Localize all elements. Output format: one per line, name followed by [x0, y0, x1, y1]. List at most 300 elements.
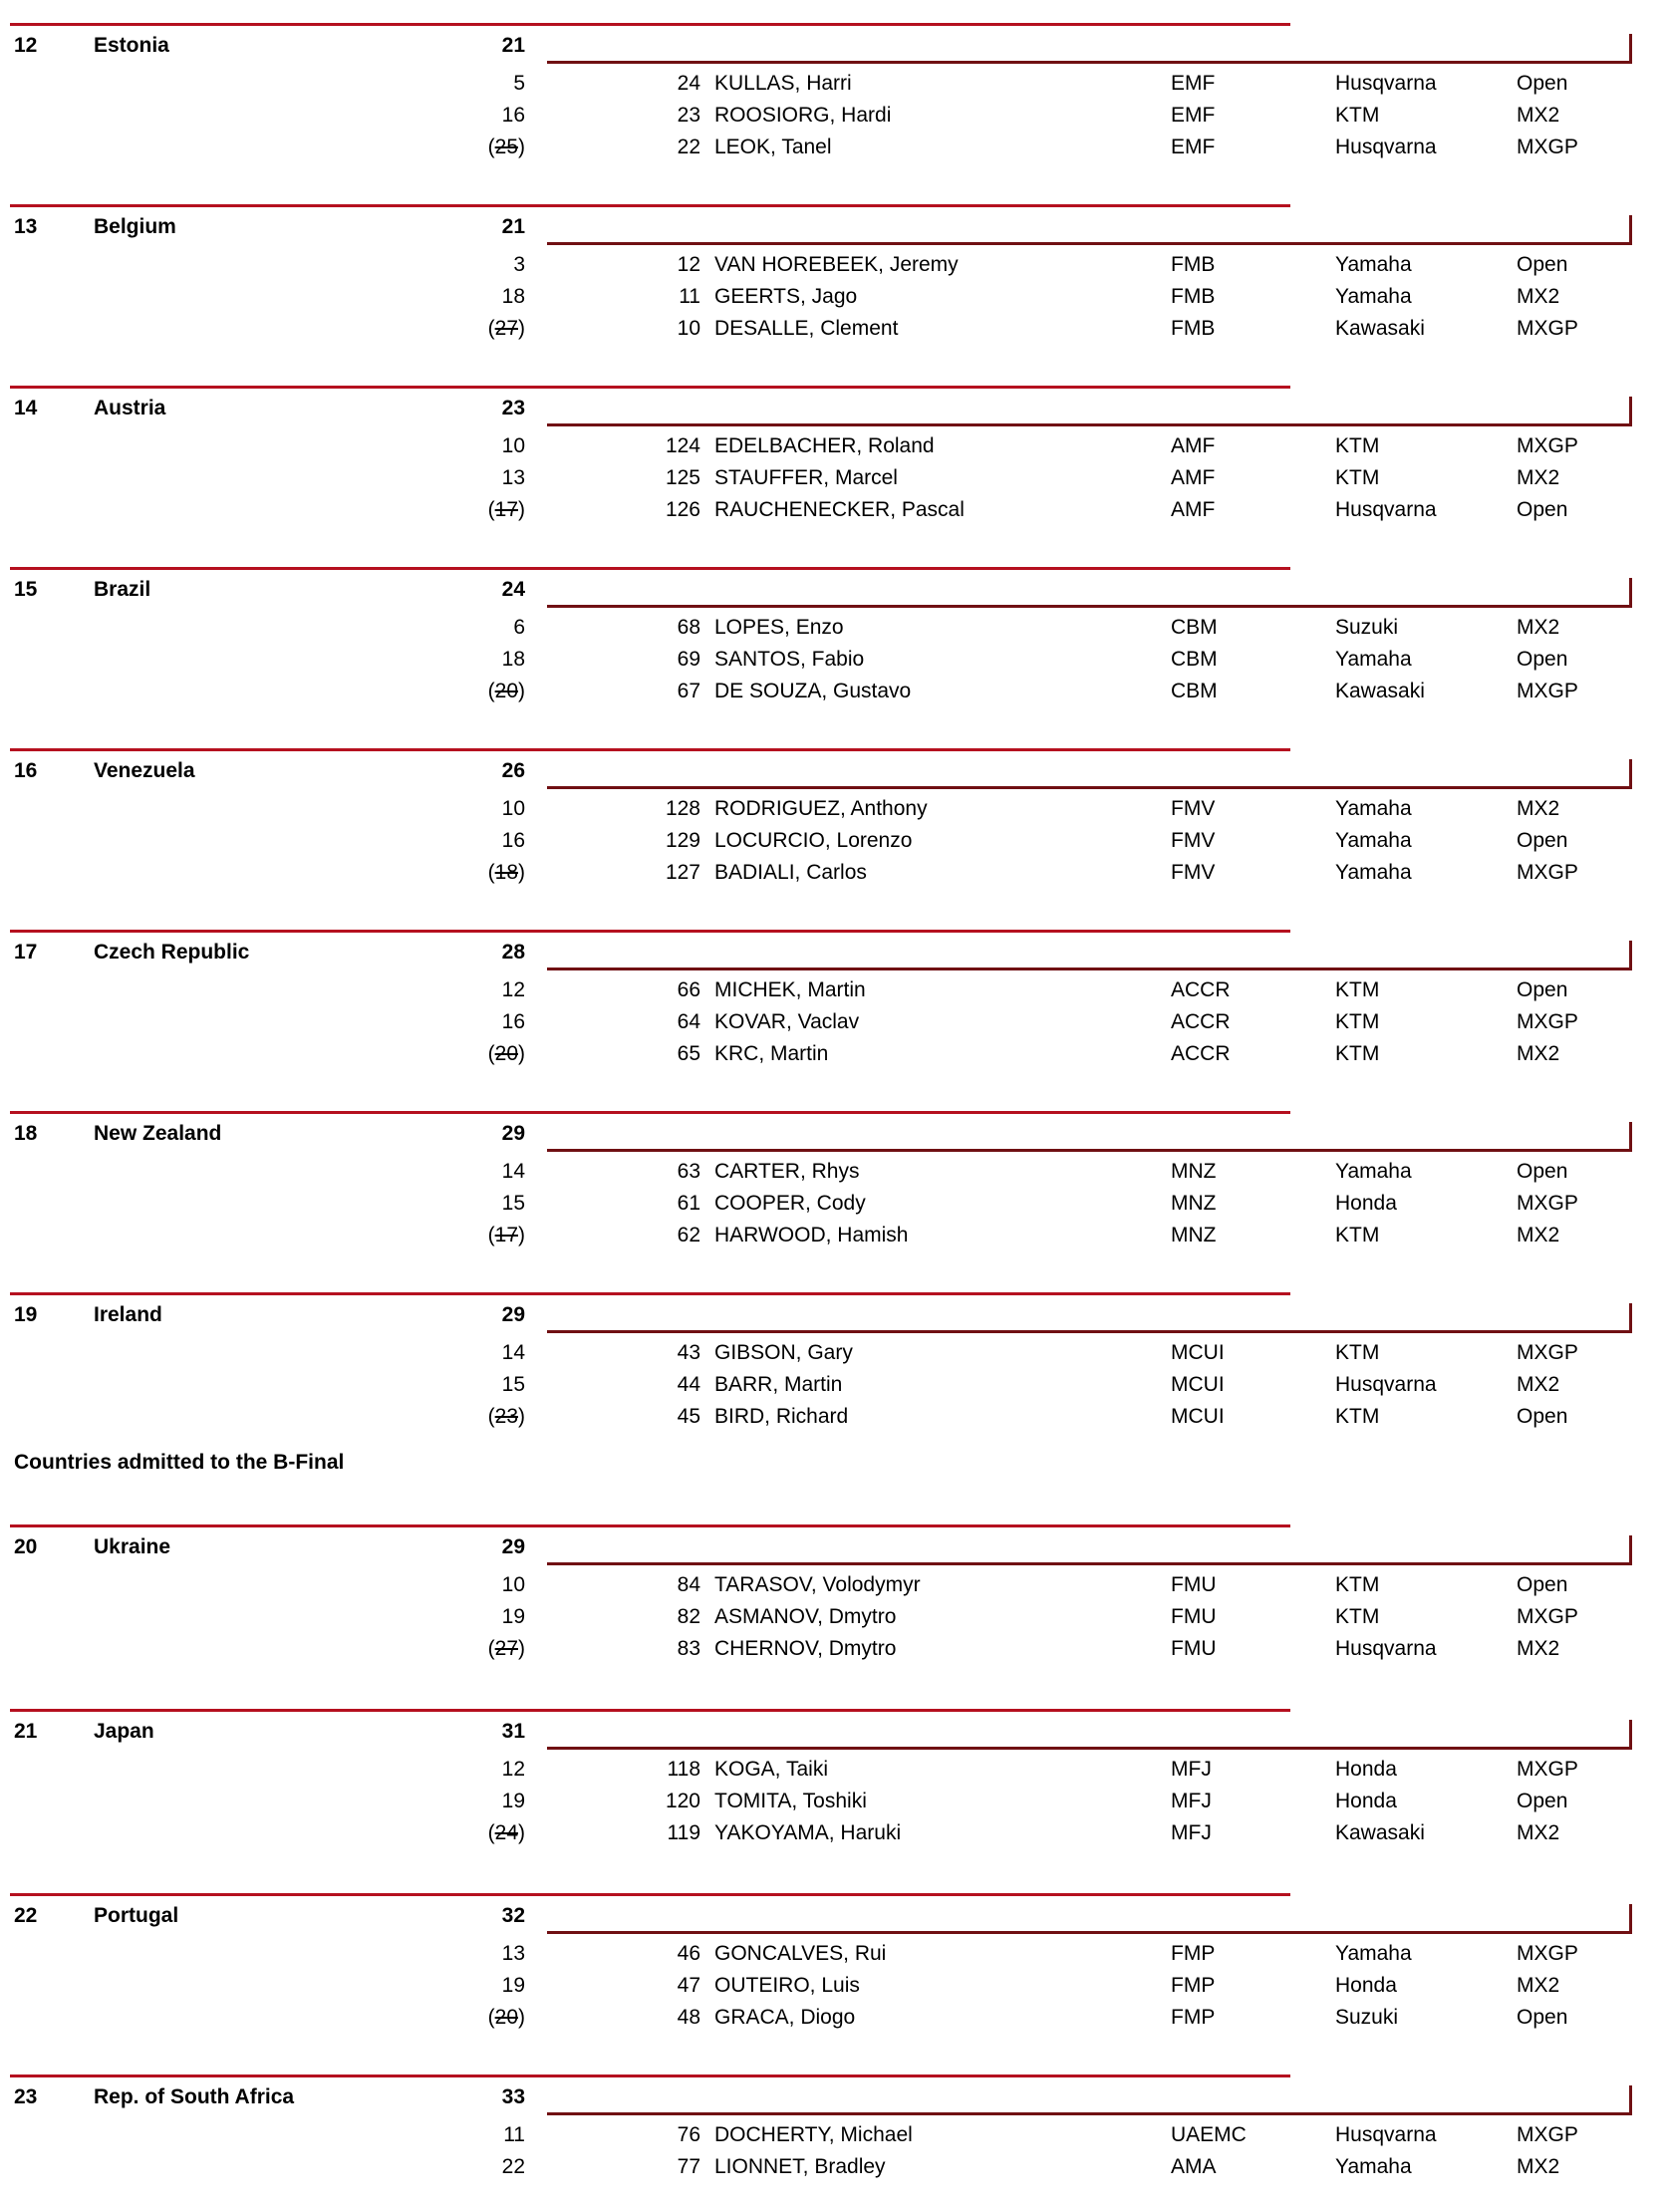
rider-class: MXGP [1517, 1341, 1578, 1364]
rider-number: 62 [677, 1224, 700, 1246]
country-name: Belgium [94, 215, 176, 238]
country-separator-line [10, 386, 1290, 389]
rider-class: MXGP [1517, 2123, 1578, 2146]
rider-bike: Husqvarna [1335, 1637, 1437, 1660]
rider-points-excluded: (17) [487, 498, 525, 521]
rider-points: 10 [501, 434, 525, 457]
rider-federation: FMU [1171, 1605, 1217, 1628]
rider-class: MX2 [1517, 2155, 1560, 2178]
riders-underline [547, 786, 1632, 789]
rider-name: VAN HOREBEEK, Jeremy [714, 253, 959, 276]
rider-name: MICHEK, Martin [714, 978, 866, 1001]
rider-points: 18 [501, 285, 525, 308]
rider-federation: ACCR [1171, 978, 1231, 1001]
rider-bike: KTM [1335, 1605, 1380, 1628]
rider-federation: FMB [1171, 285, 1216, 308]
country-rank: 22 [14, 1904, 38, 1927]
country-points: 23 [501, 397, 525, 419]
rider-name: CHERNOV, Dmytro [714, 1637, 897, 1660]
rider-class: Open [1517, 1405, 1568, 1428]
rider-points-excluded: (17) [487, 1224, 525, 1246]
rider-number: 77 [677, 2155, 700, 2178]
country-rank: 23 [14, 2085, 38, 2108]
excluded-points-value: 27 [494, 317, 518, 340]
rider-class: MX2 [1517, 616, 1560, 639]
rider-number: 61 [677, 1192, 700, 1215]
rider-bike: KTM [1335, 104, 1380, 127]
rider-points: 10 [501, 1573, 525, 1596]
country-block [0, 1111, 1670, 1292]
country-block [0, 567, 1670, 748]
rider-points: 19 [501, 1790, 525, 1812]
rider-number: 12 [677, 253, 700, 276]
rider-points: 16 [501, 829, 525, 852]
rider-points-excluded: (25) [487, 136, 525, 158]
country-rank: 17 [14, 941, 38, 964]
country-name: Ireland [94, 1303, 162, 1326]
rider-class: MXGP [1517, 317, 1578, 340]
rider-name: DESALLE, Clement [714, 317, 899, 340]
rider-bike: KTM [1335, 1042, 1380, 1065]
rider-name: CARTER, Rhys [714, 1160, 860, 1183]
rider-class: MX2 [1517, 1821, 1560, 1844]
rider-points: 14 [501, 1160, 525, 1183]
rider-class: MX2 [1517, 797, 1560, 820]
rider-bike: Husqvarna [1335, 1373, 1437, 1396]
rider-name: KOGA, Taiki [714, 1758, 828, 1781]
underline-right-tick [1629, 1720, 1632, 1750]
rider-bike: Yamaha [1335, 1160, 1412, 1183]
country-separator-line [10, 2074, 1290, 2077]
rider-class: MXGP [1517, 680, 1578, 702]
riders-underline [547, 2112, 1632, 2115]
rider-name: DOCHERTY, Michael [714, 2123, 913, 2146]
rider-federation: MCUI [1171, 1405, 1225, 1428]
rider-points: 12 [501, 1758, 525, 1781]
country-rank: 19 [14, 1303, 38, 1326]
country-name: Venezuela [94, 759, 195, 782]
country-points: 28 [501, 941, 525, 964]
rider-bike: Yamaha [1335, 253, 1412, 276]
rider-number: 46 [677, 1942, 700, 1965]
rider-name: LOCURCIO, Lorenzo [714, 829, 913, 852]
rider-number: 45 [677, 1405, 700, 1428]
country-points: 26 [501, 759, 525, 782]
rider-bike: Honda [1335, 1192, 1397, 1215]
rider-federation: CBM [1171, 680, 1218, 702]
rider-number: 129 [665, 829, 700, 852]
rider-number: 118 [667, 1758, 700, 1781]
country-block [0, 2074, 1670, 2212]
rider-federation: FMP [1171, 2006, 1216, 2029]
excluded-points-value: 20 [494, 680, 518, 702]
country-name: Rep. of South Africa [94, 2085, 295, 2108]
rider-class: Open [1517, 1790, 1568, 1812]
rider-name: BARR, Martin [714, 1373, 843, 1396]
rider-points: 14 [501, 1341, 525, 1364]
excluded-points-value: 24 [494, 1821, 518, 1844]
country-name: New Zealand [94, 1122, 222, 1145]
rider-bike: KTM [1335, 434, 1380, 457]
country-name: Portugal [94, 1904, 179, 1927]
rider-federation: EMF [1171, 136, 1216, 158]
rider-points-excluded: (20) [487, 2006, 525, 2029]
underline-right-tick [1629, 215, 1632, 245]
country-separator-line [10, 1111, 1290, 1114]
rider-bike: Husqvarna [1335, 72, 1437, 95]
rider-points-excluded: (18) [487, 861, 525, 884]
country-points: 31 [501, 1720, 525, 1743]
rider-points: 19 [501, 1605, 525, 1628]
country-separator-line [10, 930, 1290, 933]
country-separator-line [10, 1292, 1290, 1295]
rider-bike: Husqvarna [1335, 498, 1437, 521]
rider-name: ASMANOV, Dmytro [714, 1605, 897, 1628]
rider-number: 47 [677, 1974, 700, 1997]
rider-points: 19 [501, 1974, 525, 1997]
country-separator-line [10, 204, 1290, 207]
rider-name: GEERTS, Jago [714, 285, 858, 308]
rider-class: MXGP [1517, 1010, 1578, 1033]
rider-name: OUTEIRO, Luis [714, 1974, 860, 1997]
rider-federation: MNZ [1171, 1160, 1217, 1183]
rider-points: 11 [503, 2123, 525, 2146]
underline-right-tick [1629, 2085, 1632, 2115]
rider-number: 48 [677, 2006, 700, 2029]
rider-class: MXGP [1517, 434, 1578, 457]
rider-federation: ACCR [1171, 1010, 1231, 1033]
rider-federation: EMF [1171, 104, 1216, 127]
rider-federation: MFJ [1171, 1758, 1212, 1781]
underline-right-tick [1629, 941, 1632, 970]
rider-name: DE SOUZA, Gustavo [714, 680, 912, 702]
rider-name: KOVAR, Vaclav [714, 1010, 860, 1033]
rider-federation: CBM [1171, 616, 1218, 639]
rider-class: MX2 [1517, 1042, 1560, 1065]
rider-bike: Honda [1335, 1790, 1397, 1812]
rider-bike: Husqvarna [1335, 2123, 1437, 2146]
rider-federation: FMP [1171, 1974, 1216, 1997]
rider-class: MXGP [1517, 1758, 1578, 1781]
rider-number: 83 [677, 1637, 700, 1660]
excluded-points-value: 25 [494, 136, 518, 158]
rider-bike: Yamaha [1335, 648, 1412, 671]
rider-number: 68 [677, 616, 700, 639]
rider-name: ROOSIORG, Hardi [714, 104, 892, 127]
rider-class: Open [1517, 253, 1568, 276]
country-name: Ukraine [94, 1535, 171, 1558]
underline-right-tick [1629, 1904, 1632, 1934]
country-name: Japan [94, 1720, 154, 1743]
b-final-section-note: Countries admitted to the B-Final [14, 1451, 345, 1474]
country-block [0, 930, 1670, 1111]
rider-points: 22 [501, 2155, 525, 2178]
rider-federation: MCUI [1171, 1341, 1225, 1364]
rider-class: MXGP [1517, 1192, 1578, 1215]
country-points: 29 [501, 1122, 525, 1145]
rider-number: 69 [677, 648, 700, 671]
rider-federation: FMP [1171, 1942, 1216, 1965]
rider-bike: Kawasaki [1335, 317, 1425, 340]
underline-right-tick [1629, 397, 1632, 426]
rider-federation: FMB [1171, 317, 1216, 340]
rider-number: 63 [677, 1160, 700, 1183]
rider-number: 82 [677, 1605, 700, 1628]
rider-number: 125 [665, 466, 700, 489]
rider-name: SANTOS, Fabio [714, 648, 865, 671]
rider-class: Open [1517, 2006, 1568, 2029]
rider-name: KULLAS, Harri [714, 72, 852, 95]
riders-underline [547, 968, 1632, 970]
country-separator-line [10, 567, 1290, 570]
country-block [0, 1709, 1670, 1890]
rider-name: GONCALVES, Rui [714, 1942, 887, 1965]
country-rank: 20 [14, 1535, 38, 1558]
rider-bike: Yamaha [1335, 2155, 1412, 2178]
rider-points: 16 [501, 104, 525, 127]
country-block [0, 1893, 1670, 2074]
riders-underline [547, 1562, 1632, 1565]
rider-name: GRACA, Diogo [714, 2006, 856, 2029]
excluded-points-value: 23 [494, 1405, 518, 1428]
excluded-points-value: 17 [494, 1224, 518, 1246]
underline-right-tick [1629, 759, 1632, 789]
rider-points: 5 [513, 72, 525, 95]
country-separator-line [10, 1524, 1290, 1527]
rider-number: 76 [677, 2123, 700, 2146]
rider-federation: FMV [1171, 861, 1216, 884]
rider-number: 23 [677, 104, 700, 127]
rider-name: GIBSON, Gary [714, 1341, 853, 1364]
riders-underline [547, 61, 1632, 64]
rider-name: BIRD, Richard [714, 1405, 849, 1428]
rider-federation: AMF [1171, 434, 1216, 457]
rider-class: MX2 [1517, 466, 1560, 489]
country-separator-line [10, 1893, 1290, 1896]
rider-federation: ACCR [1171, 1042, 1231, 1065]
country-rank: 21 [14, 1720, 38, 1743]
rider-number: 126 [665, 498, 700, 521]
excluded-points-value: 20 [494, 1042, 518, 1065]
riders-underline [547, 1149, 1632, 1152]
rider-points: 16 [501, 1010, 525, 1033]
country-rank: 12 [14, 34, 38, 57]
rider-name: LEOK, Tanel [714, 136, 832, 158]
rider-number: 66 [677, 978, 700, 1001]
rider-bike: Honda [1335, 1974, 1397, 1997]
rider-points: 13 [501, 1942, 525, 1965]
country-rank: 13 [14, 215, 38, 238]
rider-federation: MNZ [1171, 1224, 1217, 1246]
rider-federation: FMB [1171, 253, 1216, 276]
rider-number: 124 [665, 434, 700, 457]
rider-points: 13 [501, 466, 525, 489]
rider-name: LIONNET, Bradley [714, 2155, 886, 2178]
rider-number: 65 [677, 1042, 700, 1065]
rider-name: RAUCHENECKER, Pascal [714, 498, 965, 521]
underline-right-tick [1629, 578, 1632, 608]
country-name: Czech Republic [94, 941, 250, 964]
rider-federation: CBM [1171, 648, 1218, 671]
rider-points: 15 [501, 1373, 525, 1396]
country-rank: 14 [14, 397, 38, 419]
excluded-points-value: 17 [494, 498, 518, 521]
country-rank: 18 [14, 1122, 38, 1145]
rider-points-excluded: (27) [487, 317, 525, 340]
rider-bike: Yamaha [1335, 861, 1412, 884]
rider-bike: KTM [1335, 978, 1380, 1001]
country-block [0, 1524, 1670, 1706]
rider-number: 64 [677, 1010, 700, 1033]
rider-bike: Yamaha [1335, 1942, 1412, 1965]
rider-name: BADIALI, Carlos [714, 861, 867, 884]
rider-bike: KTM [1335, 1405, 1380, 1428]
rider-name: RODRIGUEZ, Anthony [714, 797, 928, 820]
rider-class: MX2 [1517, 1974, 1560, 1997]
country-block [0, 386, 1670, 567]
riders-underline [547, 1931, 1632, 1934]
rider-federation: AMF [1171, 466, 1216, 489]
country-points: 24 [501, 578, 525, 601]
rider-class: Open [1517, 1160, 1568, 1183]
country-name: Brazil [94, 578, 151, 601]
rider-number: 128 [665, 797, 700, 820]
rider-bike: Yamaha [1335, 829, 1412, 852]
rider-federation: AMA [1171, 2155, 1217, 2178]
country-separator-line [10, 1709, 1290, 1712]
rider-class: Open [1517, 648, 1568, 671]
rider-bike: Kawasaki [1335, 1821, 1425, 1844]
rider-class: Open [1517, 978, 1568, 1001]
rider-bike: Suzuki [1335, 2006, 1399, 2029]
excluded-points-value: 27 [494, 1637, 518, 1660]
riders-underline [547, 423, 1632, 426]
rider-bike: Suzuki [1335, 616, 1399, 639]
rider-federation: MCUI [1171, 1373, 1225, 1396]
rider-federation: MNZ [1171, 1192, 1217, 1215]
rider-points: 10 [501, 797, 525, 820]
rider-bike: KTM [1335, 1010, 1380, 1033]
rider-points-excluded: (23) [487, 1405, 525, 1428]
rider-bike: Kawasaki [1335, 680, 1425, 702]
rider-federation: EMF [1171, 72, 1216, 95]
rider-class: MX2 [1517, 1224, 1560, 1246]
underline-right-tick [1629, 1122, 1632, 1152]
rider-bike: Yamaha [1335, 285, 1412, 308]
country-separator-line [10, 748, 1290, 751]
rider-federation: UAEMC [1171, 2123, 1247, 2146]
excluded-points-value: 18 [494, 861, 518, 884]
country-rank: 16 [14, 759, 38, 782]
rider-class: MXGP [1517, 1942, 1578, 1965]
country-block [0, 748, 1670, 930]
riders-underline [547, 1330, 1632, 1333]
rider-points: 6 [513, 616, 525, 639]
rider-class: MXGP [1517, 1605, 1578, 1628]
rider-points: 12 [501, 978, 525, 1001]
rider-federation: AMF [1171, 498, 1216, 521]
riders-underline [547, 242, 1632, 245]
rider-name: EDELBACHER, Roland [714, 434, 935, 457]
excluded-points-value: 20 [494, 2006, 518, 2029]
country-block [0, 204, 1670, 386]
underline-right-tick [1629, 1535, 1632, 1565]
rider-points-excluded: (24) [487, 1821, 525, 1844]
rider-class: MX2 [1517, 1637, 1560, 1660]
country-separator-line [10, 23, 1290, 26]
country-points: 32 [501, 1904, 525, 1927]
rider-bike: KTM [1335, 1573, 1380, 1596]
rider-points: 3 [513, 253, 525, 276]
rider-points-excluded: (27) [487, 1637, 525, 1660]
rider-class: Open [1517, 72, 1568, 95]
rider-number: 22 [677, 136, 700, 158]
rider-number: 24 [677, 72, 700, 95]
rider-points-excluded: (20) [487, 1042, 525, 1065]
rider-name: COOPER, Cody [714, 1192, 866, 1215]
rider-number: 67 [677, 680, 700, 702]
rider-class: Open [1517, 829, 1568, 852]
rider-federation: MFJ [1171, 1821, 1212, 1844]
country-block [0, 1292, 1670, 1474]
rider-bike: KTM [1335, 1341, 1380, 1364]
rider-name: TOMITA, Toshiki [714, 1790, 867, 1812]
rider-class: MX2 [1517, 285, 1560, 308]
rider-bike: Husqvarna [1335, 136, 1437, 158]
rider-federation: MFJ [1171, 1790, 1212, 1812]
rider-bike: Yamaha [1335, 797, 1412, 820]
country-name: Estonia [94, 34, 169, 57]
riders-underline [547, 605, 1632, 608]
rider-name: HARWOOD, Hamish [714, 1224, 909, 1246]
riders-underline [547, 1747, 1632, 1750]
rider-number: 120 [665, 1790, 700, 1812]
rider-name: LOPES, Enzo [714, 616, 844, 639]
rider-number: 11 [679, 285, 700, 308]
rider-federation: FMU [1171, 1573, 1217, 1596]
country-points: 21 [501, 34, 525, 57]
underline-right-tick [1629, 1303, 1632, 1333]
rider-name: STAUFFER, Marcel [714, 466, 898, 489]
rider-name: TARASOV, Volodymyr [714, 1573, 921, 1596]
rider-federation: FMV [1171, 829, 1216, 852]
rider-number: 10 [677, 317, 700, 340]
rider-bike: KTM [1335, 1224, 1380, 1246]
rider-class: MX2 [1517, 1373, 1560, 1396]
rider-name: KRC, Martin [714, 1042, 829, 1065]
country-points: 29 [501, 1303, 525, 1326]
rider-federation: FMV [1171, 797, 1216, 820]
country-rank: 15 [14, 578, 38, 601]
rider-class: MX2 [1517, 104, 1560, 127]
rider-bike: Honda [1335, 1758, 1397, 1781]
rider-class: MXGP [1517, 861, 1578, 884]
rider-number: 43 [677, 1341, 700, 1364]
rider-points-excluded: (20) [487, 680, 525, 702]
country-name: Austria [94, 397, 166, 419]
rider-class: Open [1517, 1573, 1568, 1596]
rider-class: Open [1517, 498, 1568, 521]
rider-number: 84 [677, 1573, 700, 1596]
country-points: 21 [501, 215, 525, 238]
country-block [0, 23, 1670, 204]
rider-number: 44 [677, 1373, 700, 1396]
rider-federation: FMU [1171, 1637, 1217, 1660]
rider-bike: KTM [1335, 466, 1380, 489]
rider-class: MXGP [1517, 136, 1578, 158]
rider-points: 18 [501, 648, 525, 671]
rider-name: YAKOYAMA, Haruki [714, 1821, 902, 1844]
